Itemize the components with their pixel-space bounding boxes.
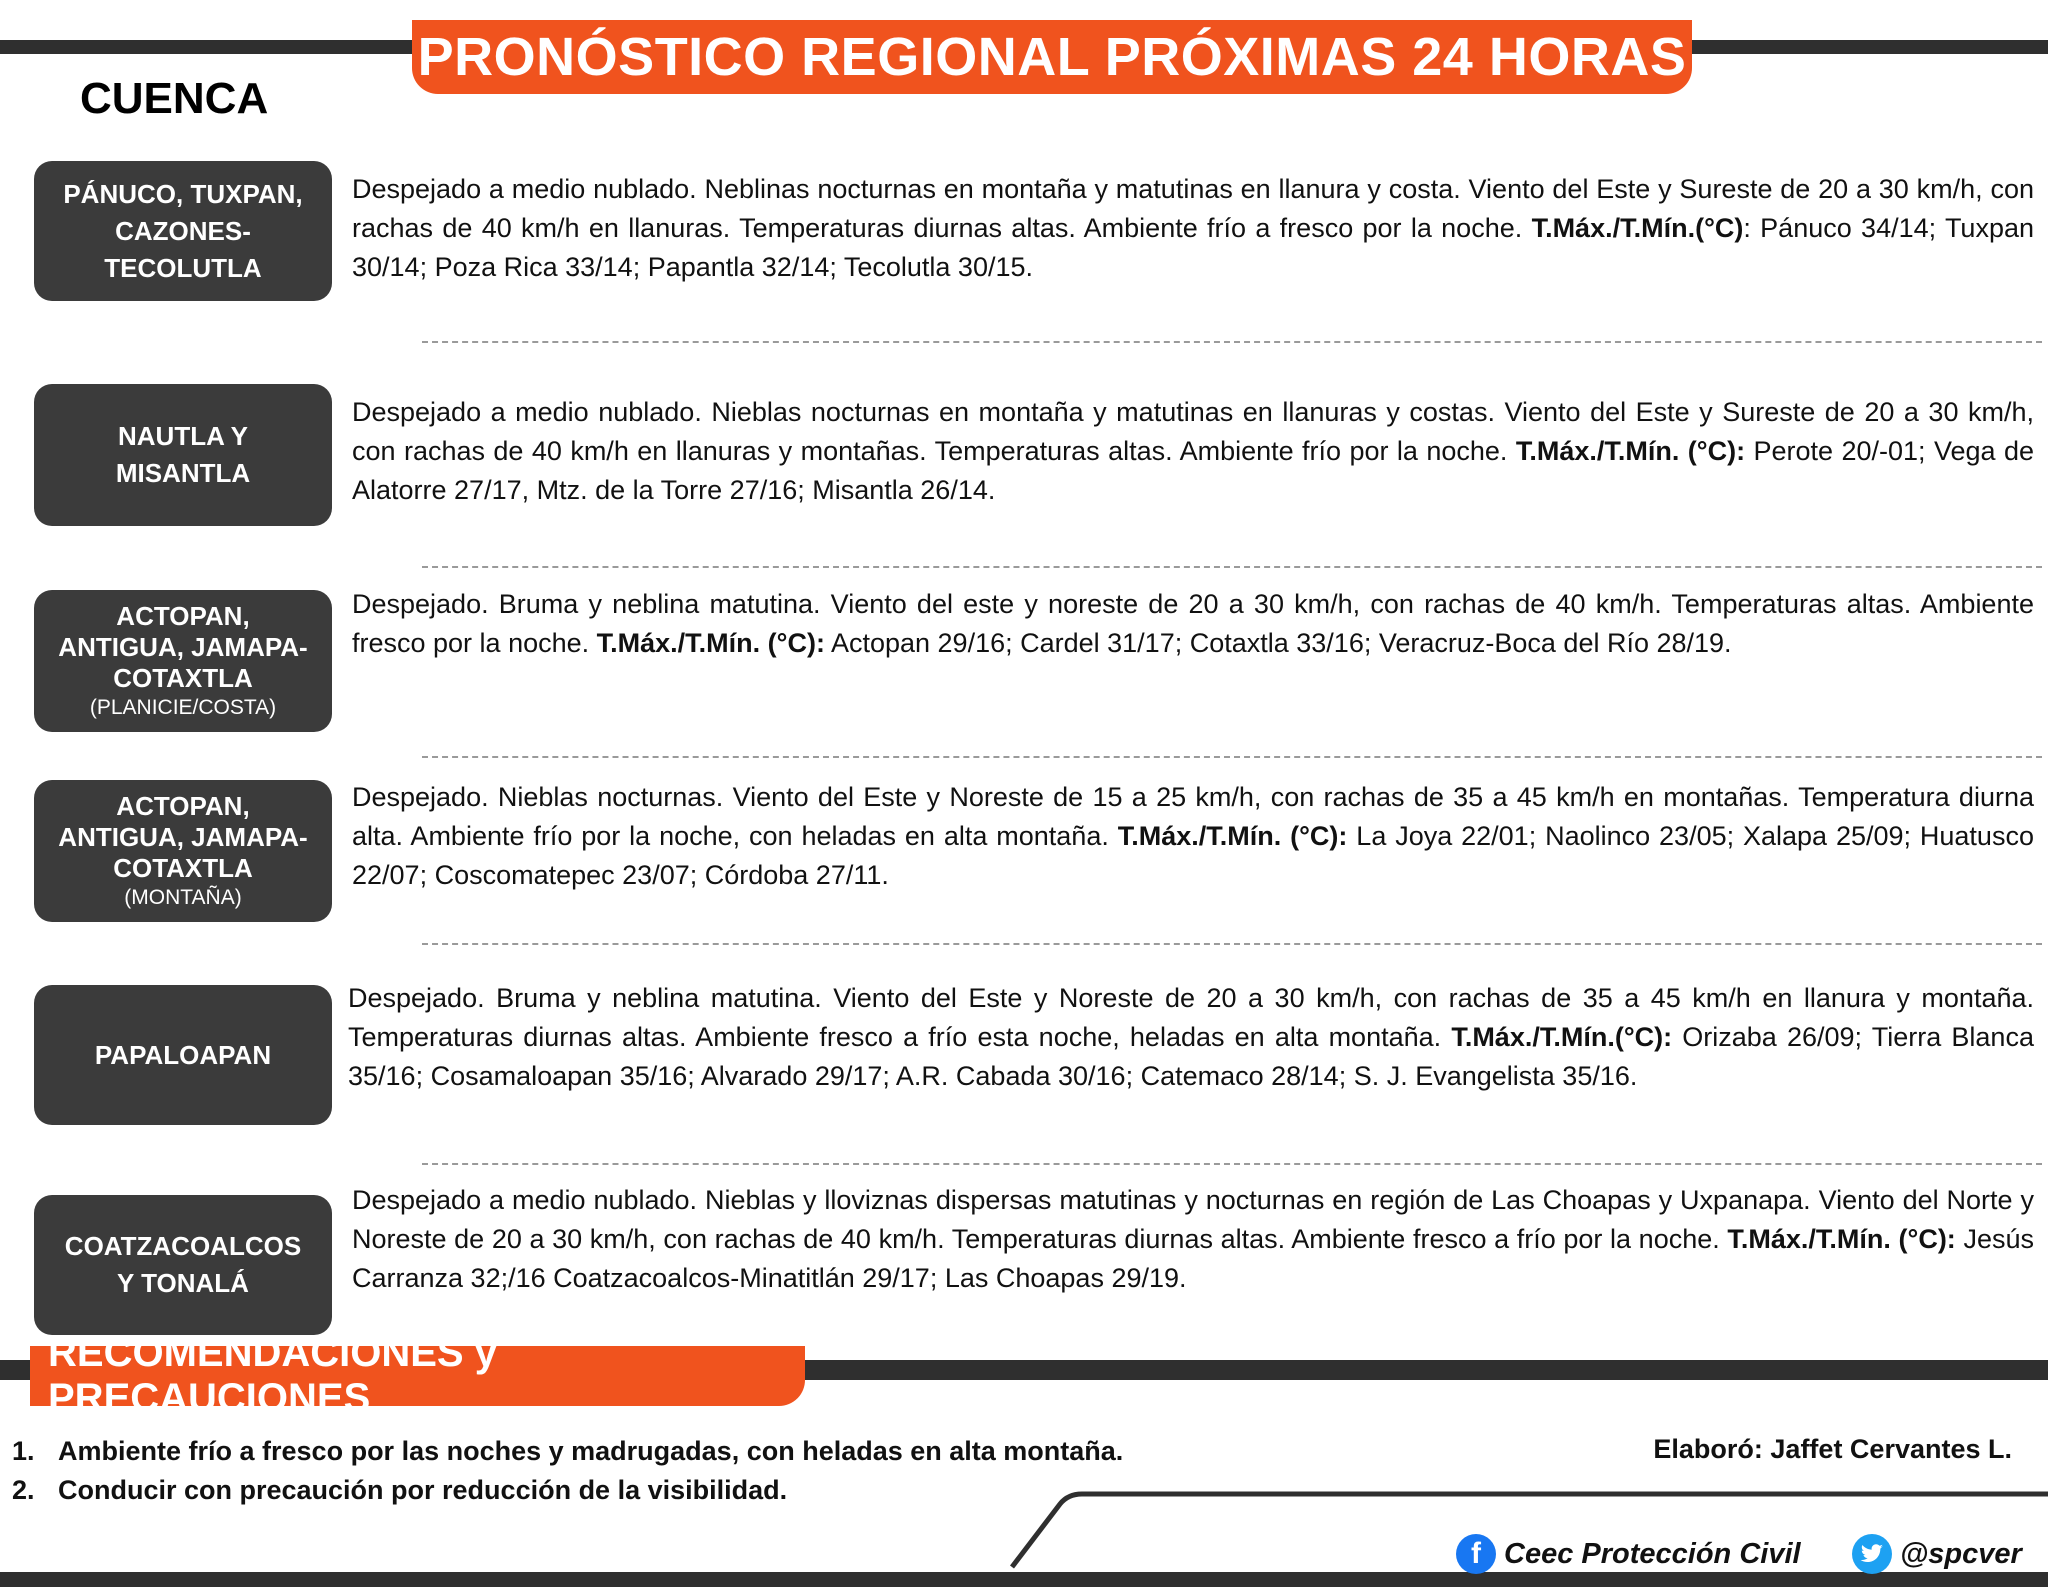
facebook-label: Ceec Protección Civil: [1504, 1537, 1801, 1570]
temp-values: Actopan 29/16; Cardel 31/17; Cotaxtla 33/16; Veracruz-Boca del Río 28/19.: [830, 628, 1732, 658]
region-name-line: ANTIGUA, JAMAPA-: [58, 631, 308, 662]
temp-values: : Pánuco 34/14; Tuxpan 30/14; Poza Rica 33/14; Papantla 32/14; Tecolutla 30/15.: [352, 213, 2034, 282]
recommendations-title: RECOMENDACIONES y PRECAUCIONES: [48, 1331, 497, 1420]
separator: [422, 943, 2042, 945]
separator: [422, 341, 2042, 343]
region-name-sub: (PLANICIE/COSTA): [89, 695, 277, 719]
temp-label: T.Máx./T.Mín. (°C):: [1515, 436, 1746, 466]
title-banner: [412, 20, 1692, 94]
twitter-link[interactable]: [1852, 1534, 2022, 1574]
region-name-line: ACTOPAN,: [116, 600, 250, 631]
region-badge-panuco: [34, 161, 332, 301]
twitter-icon: [1852, 1534, 1892, 1574]
region-name-sub: (MONTAÑA): [124, 885, 242, 909]
forecast-text: Despejado. Bruma y neblina matutina. Viento del Este y Noreste de 20 a 30 km/h, con rachas de 35 a 45 km/h en llanura y montaña. Temperaturas diurnas altas. Ambiente fresco a frío esta noche, heladas en alta montaña.: [348, 983, 2034, 1052]
list-text: Ambiente frío a fresco por las noches y madrugadas, con heladas en alta montaña.: [58, 1436, 1124, 1466]
list-number: 1.: [12, 1436, 35, 1466]
region-forecast-papaloapan: [348, 979, 2034, 1096]
page-title: PRONÓSTICO REGIONAL PRÓXIMAS 24 HORAS: [417, 27, 1687, 87]
region-name-line: ACTOPAN,: [116, 790, 250, 821]
temp-values: Orizaba 26/09; Tierra Blanca 35/16; Cosamaloapan 35/16; Alvarado 29/17; A.R. Cabada 30/16; Catemaco 28/14; S. J. Evangelista 35/16.: [348, 1022, 2034, 1091]
forecast-text: Despejado a medio nublado. Neblinas nocturnas en montaña y matutinas en llanura y costa. Viento del Este y Sureste de 20 a 30 km/h, con rachas de 40 km/h en llanuras. Temperaturas diurnas altas. Ambiente frío a fresco por la noche.: [352, 174, 2034, 243]
region-name-line: ANTIGUA, JAMAPA-: [58, 821, 308, 852]
temp-values: La Joya 22/01; Naolinco 23/05; Xalapa 25/09; Huatusco 22/07; Coscomatepec 23/07; Córdoba 27/11.: [352, 821, 2034, 890]
temp-label: T.Máx./T.Mín. (°C):: [596, 628, 825, 658]
separator: [422, 756, 2042, 758]
region-name-line: COTAXTLA: [113, 852, 253, 883]
forecast-text: Despejado a medio nublado. Nieblas nocturnas en montaña y matutinas en llanuras y costas. Viento del Este y Sureste de 20 a 30 km/h, con rachas de 40 km/h en llanuras y montañas. Temperaturas altas. Ambiente frío por la noche.: [352, 397, 2034, 466]
region-forecast-panuco: [352, 170, 2034, 287]
region-badge-actopan-montana: [34, 780, 332, 922]
forecast-text: Despejado. Bruma y neblina matutina. Viento del este y noreste de 20 a 30 km/h, con rachas de 40 km/h. Temperaturas altas. Ambiente fresco por la noche.: [352, 589, 2034, 658]
region-forecast-coatzacoalcos: [352, 1181, 2034, 1298]
region-name-line: NAUTLA Y: [118, 421, 248, 451]
region-name-line: COATZACOALCOS: [64, 1231, 302, 1261]
twitter-label: @spcver: [1900, 1537, 2022, 1570]
region-name-line: PAPALOAPAN: [94, 1039, 272, 1070]
temp-label: T.Máx./T.Mín. (°C):: [1727, 1224, 1956, 1254]
temp-label: T.Máx./T.Mín.(°C):: [1451, 1022, 1673, 1052]
list-item: [12, 1432, 1123, 1471]
separator: [422, 1163, 2042, 1165]
region-name-line: Y TONALÁ: [117, 1268, 249, 1298]
region-forecast-nautla: [352, 393, 2034, 510]
temp-label: T.Máx./T.Mín. (°C):: [1117, 821, 1348, 851]
separator: [422, 566, 2042, 568]
region-name-line: CAZONES-: [115, 215, 251, 246]
temp-values: Jesús Carranza 32;/16 Coatzacoalcos-Minatitlán 29/17; Las Choapas 29/19.: [352, 1224, 2034, 1293]
facebook-link[interactable]: [1456, 1534, 1801, 1574]
region-badge-actopan-costa: [34, 590, 332, 732]
facebook-icon: f: [1456, 1534, 1496, 1574]
temp-values: Perote 20/-01; Vega de Alatorre 27/17, Mtz. de la Torre 27/16; Misantla 26/14.: [352, 436, 2034, 505]
list-number: 2.: [12, 1475, 35, 1505]
forecast-text: Despejado. Nieblas nocturnas. Viento del Este y Noreste de 15 a 25 km/h, con rachas de 35 a 45 km/h en montañas. Temperatura diurna alta. Ambiente frío por la noche, con heladas en alta montaña.: [352, 782, 2034, 851]
region-forecast-actopan-costa: [352, 585, 2034, 663]
region-badge-nautla: [34, 384, 332, 526]
forecast-text: Despejado a medio nublado. Nieblas y lloviznas dispersas matutinas y nocturnas en región de Las Choapas y Uxpanapa. Viento del Norte y Noreste de 20 a 30 km/h, con rachas de 40 km/h. Temperaturas diurnas altas. Ambiente fresco a frío por la noche.: [352, 1185, 2034, 1254]
region-name-line: TECOLUTLA: [104, 252, 262, 283]
region-forecast-actopan-montana: [352, 778, 2034, 895]
region-name-line: MISANTLA: [115, 458, 251, 488]
region-badge-coatzacoalcos: [34, 1195, 332, 1335]
section-label: CUENCA: [80, 74, 269, 123]
temp-label: T.Máx./T.Mín.(°C): [1531, 213, 1744, 243]
region-name-line: PÁNUCO, TUXPAN,: [63, 178, 303, 209]
region-name-line: COTAXTLA: [113, 662, 253, 693]
author-credit: Elaboró: Jaffet Cervantes L.: [1653, 1434, 2012, 1464]
region-badge-papaloapan: [34, 985, 332, 1125]
list-text: Conducir con precaución por reducción de la visibilidad.: [58, 1475, 788, 1505]
recommendations-banner: [30, 1331, 805, 1420]
